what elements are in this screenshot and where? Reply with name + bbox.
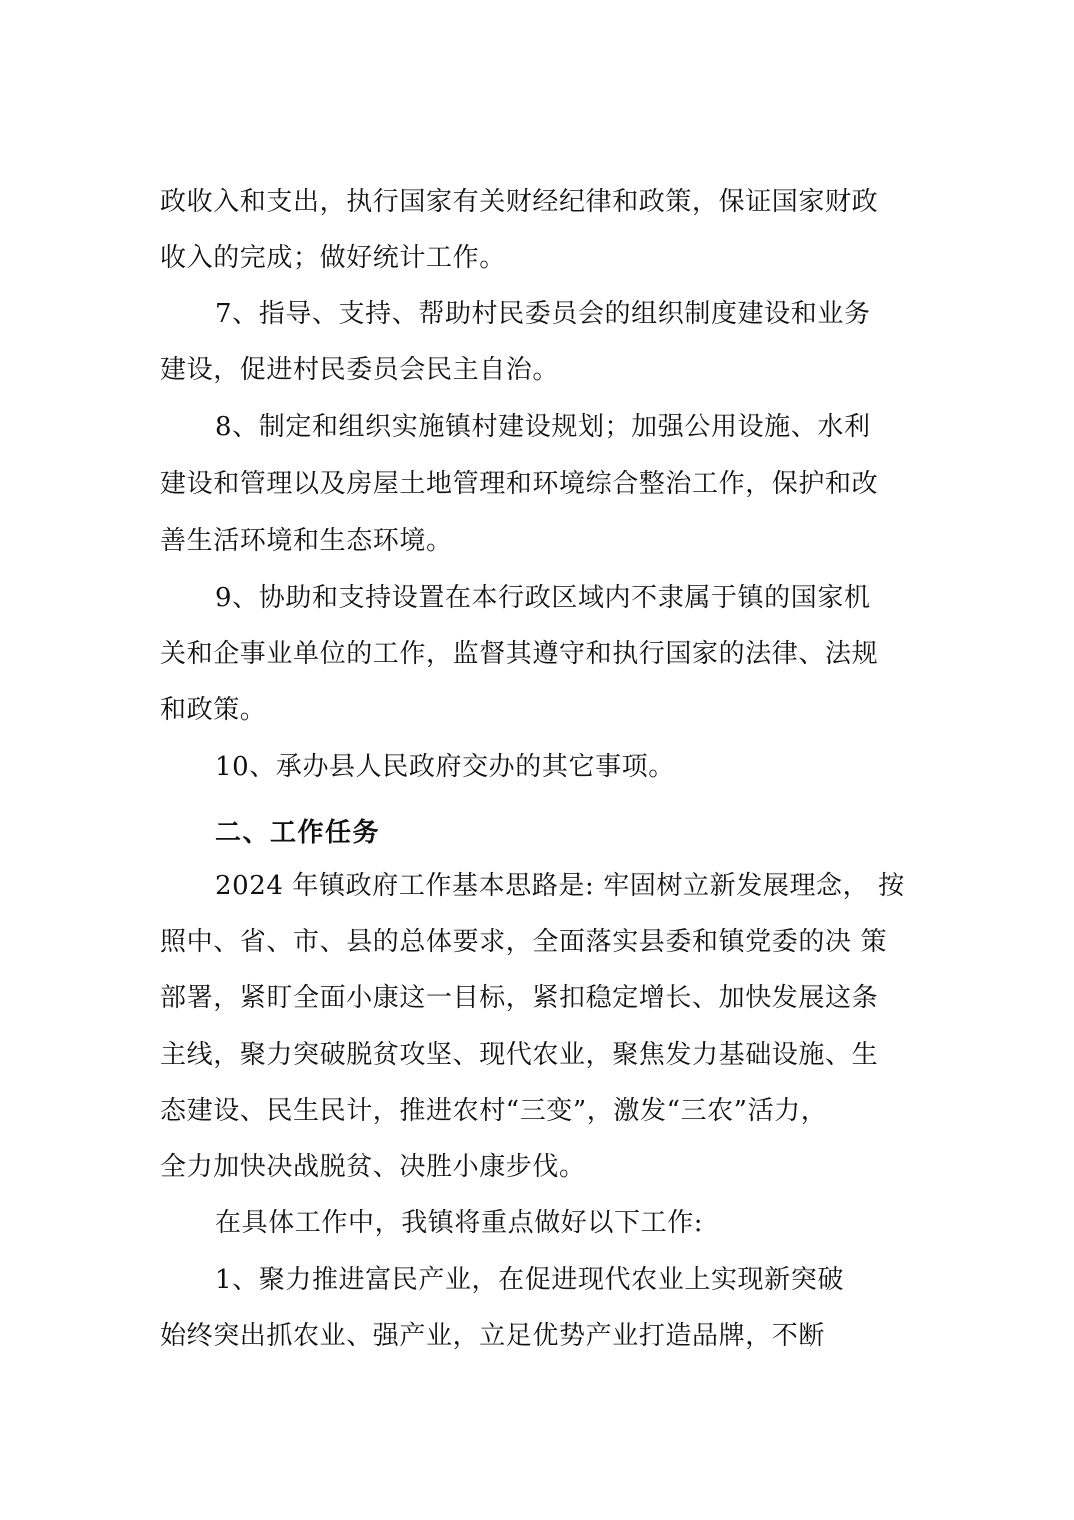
paragraph-line: 善生活环境和生态环境。 [160, 526, 453, 556]
paragraph-line: 建设和管理以及房屋土地管理和环境综合整治工作，保护和改 [160, 469, 879, 499]
list-item-8: 8、制定和组织实施镇村建设规划；加强公用设施、水利 [215, 412, 871, 442]
paragraph-line: 政收入和支出，执行国家有关财经纪律和政策，保证国家财政 [160, 187, 879, 217]
paragraph-line: 照中、省、市、县的总体要求，全面落实县委和镇党委的决 策 [160, 927, 888, 957]
list-item-10: 10、承办县人民政府交办的其它事项。 [215, 752, 675, 782]
paragraph-line: 始终突出抓农业、强产业，立足优势产业打造品牌，不断 [160, 1321, 826, 1351]
paragraph-line: 主线，聚力突破脱贫攻坚、现代农业，聚焦发力基础设施、生 [160, 1040, 879, 1070]
paragraph-line: 在具体工作中，我镇将重点做好以下工作: [215, 1208, 704, 1238]
paragraph-line: 收入的完成；做好统计工作。 [160, 243, 506, 273]
list-item-7: 7、指导、支持、帮助村民委员会的组织制度建设和业务 [215, 299, 871, 329]
list-item-9: 9、协助和支持设置在本行政区域内不隶属于镇的国家机 [215, 583, 871, 613]
paragraph-line: 关和企事业单位的工作，监督其遵守和执行国家的法律、法规 [160, 639, 879, 669]
paragraph-line: 和政策。 [160, 695, 267, 725]
paragraph-line: 部署，紧盯全面小康这一目标，紧扣稳定增长、加快发展这条 [160, 983, 879, 1013]
paragraph-line: 全力加快决战脱贫、决胜小康步伐。 [160, 1152, 586, 1182]
subsection-heading: 1、聚力推进富民产业，在促进现代农业上实现新突破 [215, 1265, 844, 1295]
paragraph-line: 2024 年镇政府工作基本思路是: 牢固树立新发展理念， 按 [215, 871, 905, 901]
paragraph-line: 建设，促进村民委员会民主自治。 [160, 355, 560, 385]
paragraph-line: 态建设、民生民计，推进农村“三变”，激发“三农”活力， [160, 1096, 828, 1126]
section-heading: 二、工作任务 [215, 818, 381, 848]
